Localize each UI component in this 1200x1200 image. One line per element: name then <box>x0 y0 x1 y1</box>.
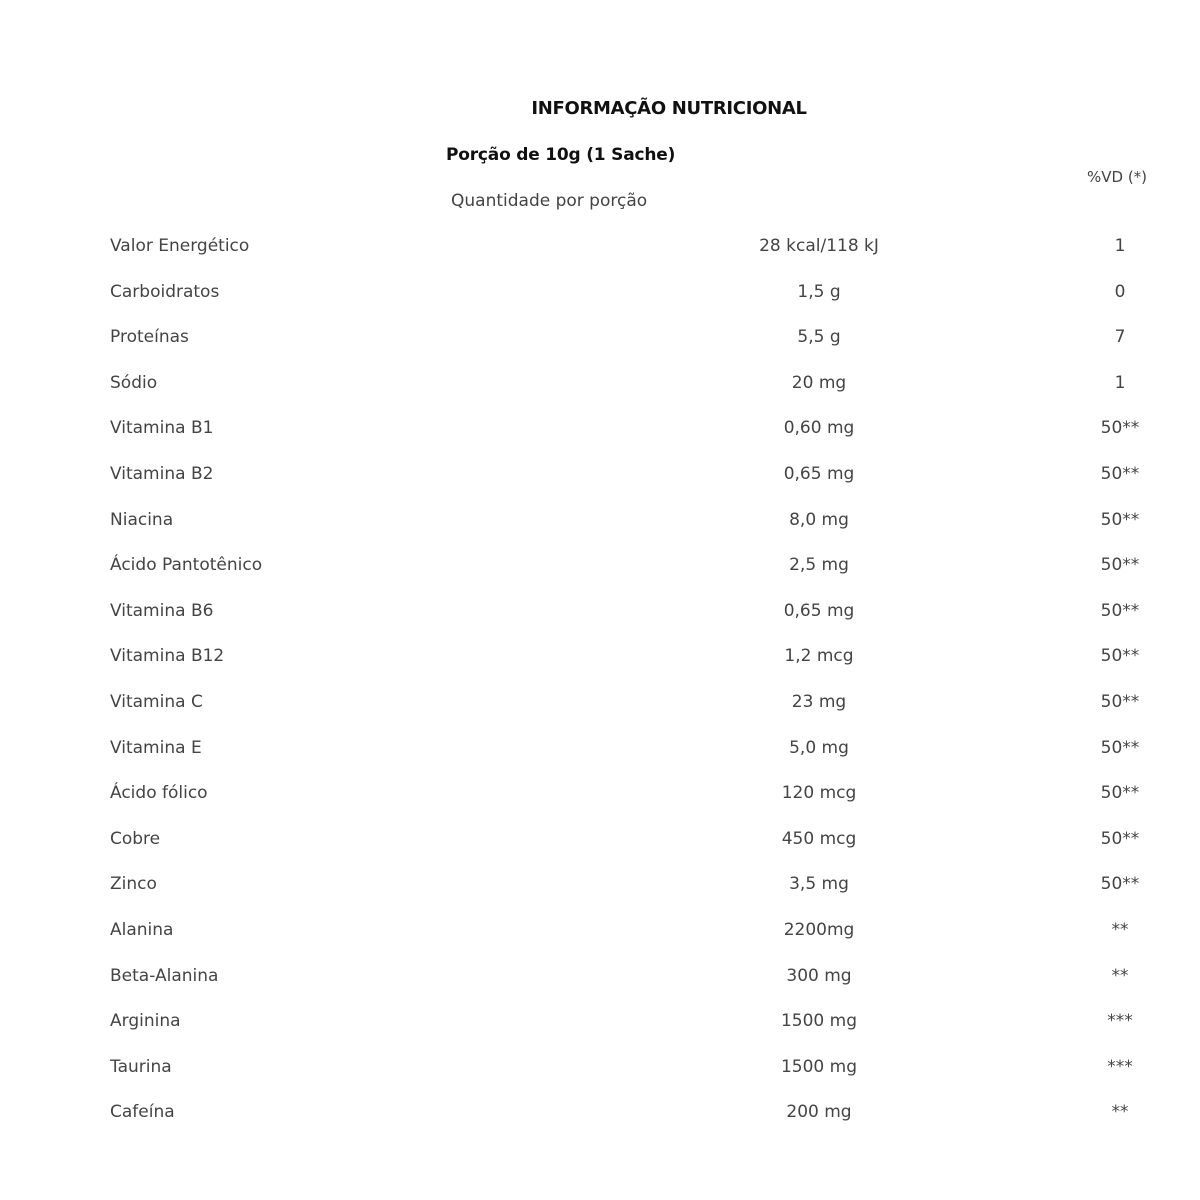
nutrient-name: Vitamina B1 <box>110 418 214 439</box>
nutrient-amount: 1500 mg <box>780 1011 858 1032</box>
nutrient-amount: 28 kcal/118 kJ <box>759 236 879 256</box>
nutrient-rows <box>0 225 1200 1137</box>
nutrient-daily-value: ** <box>1111 1102 1129 1123</box>
nutrient-name: Cobre <box>110 828 161 849</box>
table-row <box>0 407 1200 453</box>
table-row <box>0 225 1200 271</box>
table-row <box>0 863 1200 909</box>
table-row <box>0 1091 1200 1137</box>
nutrient-name: Cafeína <box>110 1102 175 1123</box>
nutrient-daily-value: 1 <box>1114 372 1126 393</box>
table-row <box>0 271 1200 317</box>
nutrient-amount: 2200mg <box>783 919 855 940</box>
table-row <box>0 316 1200 362</box>
nutrient-name: Ácido Pantotênico <box>110 555 263 576</box>
nutrient-daily-value: 50** <box>1100 463 1140 484</box>
table-row <box>0 681 1200 727</box>
nutrient-amount: 5,0 mg <box>789 737 849 758</box>
nutrient-amount: 1,5 g <box>797 281 841 302</box>
nutrient-daily-value: 50** <box>1100 874 1140 895</box>
nutrient-name: Taurina <box>110 1056 172 1077</box>
nutrient-amount: 2,5 mg <box>789 555 849 576</box>
table-row <box>0 362 1200 408</box>
nutrient-daily-value: 50** <box>1100 737 1140 758</box>
table-row <box>0 909 1200 955</box>
nutrient-daily-value: 50** <box>1100 418 1140 439</box>
nutrient-amount: 450 mcg <box>781 828 857 849</box>
nutrient-name: Vitamina B12 <box>110 646 225 667</box>
nutrient-daily-value: 50** <box>1100 600 1140 621</box>
table-row <box>0 818 1200 864</box>
nutrient-daily-value: 1 <box>1114 236 1126 256</box>
nutrient-name: Vitamina E <box>110 737 202 758</box>
nutrient-name: Vitamina B6 <box>110 600 214 621</box>
table-row <box>0 955 1200 1001</box>
nutrient-daily-value: 50** <box>1100 691 1140 712</box>
nutrient-daily-value: *** <box>1107 1056 1133 1077</box>
table-row <box>0 635 1200 681</box>
nutrient-amount: 3,5 mg <box>789 874 849 895</box>
nutrient-name: Beta-Alanina <box>110 965 219 986</box>
nutrient-name: Arginina <box>110 1011 181 1032</box>
nutrient-amount: 8,0 mg <box>789 509 849 530</box>
nutrient-name: Valor Energético <box>110 236 250 256</box>
nutrient-name: Vitamina B2 <box>110 463 214 484</box>
table-row <box>0 453 1200 499</box>
nutrient-amount: 300 mg <box>786 965 852 986</box>
nutrient-name: Niacina <box>110 509 174 530</box>
nutrient-daily-value: 50** <box>1100 509 1140 530</box>
nutrient-name: Alanina <box>110 919 174 940</box>
table-title: INFORMAÇÃO NUTRICIONAL <box>531 98 807 119</box>
nutrient-amount: 1,2 mcg <box>784 646 854 667</box>
nutrient-amount: 200 mg <box>786 1102 852 1123</box>
table-row <box>0 590 1200 636</box>
nutrient-daily-value: 0 <box>1114 281 1126 302</box>
table-row <box>0 499 1200 545</box>
nutrient-daily-value: ** <box>1111 919 1129 940</box>
nutrient-daily-value: ** <box>1111 965 1129 986</box>
daily-value-header: %VD (*) <box>1087 168 1148 186</box>
nutrient-daily-value: *** <box>1107 1011 1133 1032</box>
nutrient-name: Sódio <box>110 372 158 393</box>
nutrient-amount: 1500 mg <box>780 1056 858 1077</box>
nutrient-amount: 5,5 g <box>797 327 841 348</box>
nutrient-name: Proteínas <box>110 327 189 348</box>
nutrient-daily-value: 50** <box>1100 783 1140 804</box>
nutrient-amount: 0,60 mg <box>783 418 855 439</box>
nutrient-name: Carboidratos <box>110 281 220 302</box>
nutrient-name: Vitamina C <box>110 691 203 712</box>
table-row <box>0 772 1200 818</box>
portion-size: Porção de 10g (1 Sache) <box>446 145 676 165</box>
nutrient-daily-value: 50** <box>1100 555 1140 576</box>
nutrient-name: Ácido fólico <box>110 783 208 804</box>
nutrient-amount: 0,65 mg <box>783 600 855 621</box>
nutrient-amount: 20 mg <box>791 372 847 393</box>
table-row <box>0 1046 1200 1092</box>
nutrient-amount: 0,65 mg <box>783 463 855 484</box>
quantity-header: Quantidade por porção <box>451 191 648 211</box>
nutrient-amount: 23 mg <box>791 691 847 712</box>
table-row <box>0 1000 1200 1046</box>
nutrient-daily-value: 50** <box>1100 646 1140 667</box>
nutrient-name: Zinco <box>110 874 157 895</box>
nutrient-amount: 120 mcg <box>781 783 857 804</box>
nutrient-daily-value: 50** <box>1100 828 1140 849</box>
table-row <box>0 544 1200 590</box>
nutrient-daily-value: 7 <box>1114 327 1126 348</box>
table-row <box>0 727 1200 773</box>
